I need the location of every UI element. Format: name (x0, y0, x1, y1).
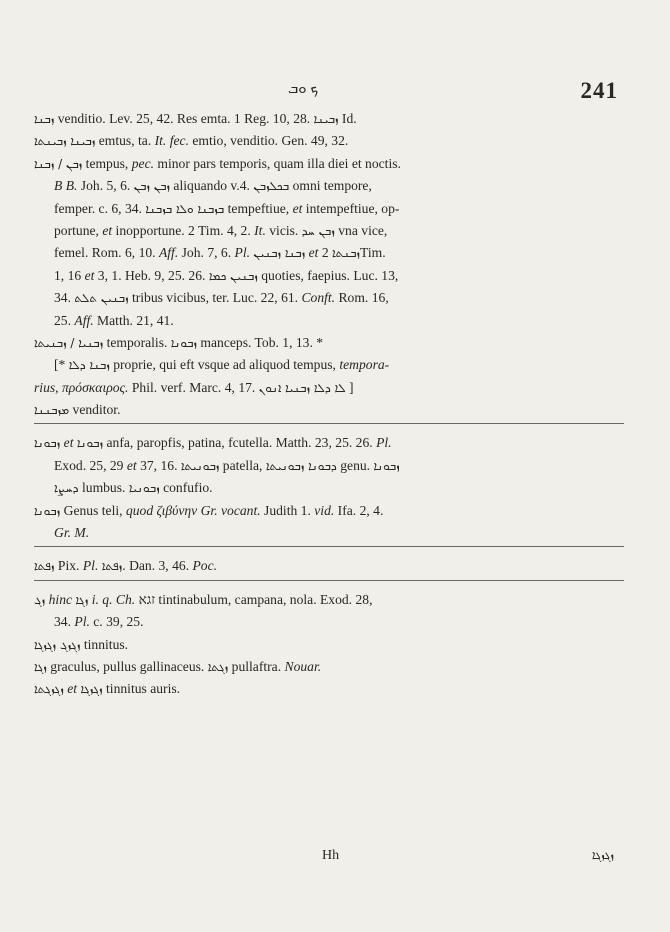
latin-text: manceps. Tob. 1, 13. * (197, 334, 324, 350)
latin-text: Matth. 21, 41. (93, 312, 174, 328)
syriac-headword: ܙܓܙܓܬܐ (34, 682, 64, 697)
latin-text: patella, (219, 457, 266, 473)
italic-text: vid. (314, 502, 335, 518)
latin-text: Ifa. 2, 4. (334, 502, 384, 518)
text-line (34, 377, 624, 399)
text-line (34, 399, 624, 421)
syriac-headword: ܙܒܢ ܙܒܢ (133, 179, 171, 194)
italic-text: et (292, 200, 303, 216)
text-line (34, 589, 624, 611)
italic-text: B B. (54, 178, 78, 194)
latin-text: 2Tim. (321, 245, 386, 261)
text-line (34, 265, 624, 287)
italic-text: Pl. (82, 558, 99, 574)
italic-text: Aff. (158, 245, 179, 261)
syriac-headword: ܒܙܒܢܐ ܘܠܐ ܒܙܒܢܐ (145, 201, 225, 216)
syriac-headword: ܙܒܘܢܐ (34, 503, 61, 518)
syriac-headword: ܙܒܢܐ (34, 112, 55, 126)
text-line (34, 332, 624, 354)
text-line (34, 310, 624, 332)
syriac-headword: ܙܓܬܐ (207, 659, 229, 674)
latin-text: זגא tintinabulum, campana, nola. Exod. 28, (135, 591, 373, 607)
syriac-headword: ܙܒܢܬܐ (332, 246, 361, 261)
text-line (34, 220, 624, 242)
latin-text: proprie, qui eft vsque ad aliquod tempus, (109, 357, 340, 373)
syriac-headword: ܙܓܐ (75, 592, 89, 607)
text-line (34, 555, 624, 577)
latin-text: c. 39, 25. (89, 614, 144, 630)
latin-text: genu. (336, 457, 374, 473)
syriac-headword: ܙܒܢܐ ܙܒܢܝܢ (253, 246, 306, 261)
syriac-headword: ܙܒܝܢܐ (313, 112, 339, 126)
italic-text: Pl. (234, 245, 250, 261)
latin-text: Joh. 5, 6. (77, 178, 134, 194)
italic-text: Nouar. (284, 658, 322, 674)
syriac-headword: ܒܟܠܙܒܢ (253, 179, 290, 194)
syriac-headword: ܙܒܢ ܚܕ (301, 223, 335, 238)
latin-text: emtus, ta. (95, 133, 155, 149)
latin-text: portune, (54, 222, 103, 238)
latin-text: pullaftra. (228, 658, 285, 674)
latin-text: inopportune. 2 Tim. 4, 2. (112, 222, 255, 238)
text-line (34, 354, 624, 376)
text-line (34, 455, 624, 477)
syriac-headword: ܙܒܘܢܐ (170, 335, 198, 350)
catchword: ܙܓܙܓܐ (591, 848, 614, 862)
text-line (34, 500, 624, 522)
latin-text: [* (54, 357, 69, 373)
text-line (34, 634, 624, 656)
latin-text: femel. Rom. 6, 10. (54, 245, 159, 261)
section-rule (34, 580, 624, 589)
italic-text: Poc. (192, 558, 218, 574)
syriac-headword: ܕܒܘܢܐ ܙܒܘܢܝܬܐ (265, 458, 337, 473)
text-line (34, 242, 624, 264)
italic-text: et (63, 435, 74, 451)
latin-text: tempus, (82, 155, 132, 171)
italic-text: It. (254, 222, 266, 238)
latin-text: 1, 16 (54, 267, 85, 283)
latin-text: Id. (338, 111, 357, 126)
latin-text: vicis. (265, 222, 302, 238)
latin-text: 37, 16. (136, 457, 181, 473)
latin-text: tinnitus. (80, 636, 129, 652)
syriac-headword: ܙܓ (34, 592, 46, 607)
latin-text: anfa, paropfis, patina, fcutella. Matth. 23, 25. 26. (103, 435, 377, 451)
italic-text: et (67, 681, 78, 697)
italic-text: pec. (131, 155, 154, 171)
latin-text: tribus vicibus, ter. Luc. 22, 61. (128, 290, 302, 306)
latin-text: Judith 1. (260, 502, 315, 518)
latin-text: 34. (54, 290, 75, 306)
syriac-headword: ܙܓܙܓܐ (80, 682, 103, 697)
latin-text: Pix. (54, 558, 83, 574)
syriac-headword: ܙܒܢܝܢ ܬܠܬ (74, 291, 129, 306)
page-footer (0, 848, 670, 874)
italic-text: et (102, 222, 113, 238)
section-rule (34, 546, 624, 555)
syriac-headword: ܙܒܘܢܝܐ (128, 481, 160, 496)
italic-text: Pl. (376, 435, 392, 451)
italic-text: Aff. (74, 312, 94, 328)
signature-mark: Hh (322, 848, 340, 863)
latin-text: Genus teli, (60, 502, 126, 518)
dictionary-entries (34, 108, 624, 701)
latin-text: quoties, faepius. Luc. 13, (257, 267, 399, 283)
text-line (34, 477, 624, 499)
latin-text: venditio. Lev. 25, 42. Res emta. 1 Reg. 10, 28. (54, 111, 314, 126)
syriac-headword: ܙܓܙܓ ܙܓܙܓܐ (34, 637, 81, 652)
latin-text: ] (345, 379, 354, 395)
syriac-headword: ܙܒܘܢܐ (373, 458, 400, 473)
latin-text: graculus, pullus gallinaceus. (46, 658, 208, 674)
latin-text: Joh. 7, 6. (178, 245, 235, 261)
italic-text: et (308, 245, 319, 261)
latin-text: tinnitus auris. (102, 681, 181, 697)
syriac-headword: ܙܒܘܢܐ (34, 436, 61, 451)
text-line (34, 522, 624, 544)
latin-text: vna vice, (334, 222, 388, 238)
latin-text: 3, 1. Heb. 9, 25. 26. (94, 267, 209, 283)
latin-text: temporalis. (103, 334, 171, 350)
page-number: 241 (580, 78, 618, 103)
syriac-headword: ܙܦܬܐ (101, 559, 123, 574)
syriac-headword: ܙܒܘܢܐ (76, 436, 104, 451)
italic-text: tempora- (339, 357, 390, 373)
latin-text: aliquando v.4. (170, 178, 254, 194)
italic-text: et (84, 267, 95, 283)
text-line (34, 611, 624, 633)
syriac-headword: ܙܓܐ (34, 659, 47, 674)
text-line (34, 175, 624, 197)
syriac-headword: ܡܙܒܢܢܐ (34, 403, 70, 418)
syriac-headword: ܙܒܢܐ ܕܠܐ (68, 358, 110, 373)
text-line (34, 678, 624, 700)
running-head (0, 78, 670, 108)
latin-text: femper. c. 6, 34. (54, 200, 146, 216)
latin-text: intempeftiue, op- (302, 200, 400, 216)
latin-text: lumbus. (78, 480, 129, 496)
italic-text: hinc (48, 591, 73, 607)
text-line (34, 108, 624, 130)
italic-text: Gr. M. (54, 525, 90, 541)
latin-text: Phil. verf. Marc. 4, 17. (128, 379, 259, 395)
latin-text: omni tempore, (289, 178, 372, 194)
italic-text: rius, πρόσκαιρος. (34, 379, 129, 395)
italic-text: quod ζιβύνην Gr. vocant. (125, 502, 261, 518)
text-line (34, 130, 624, 152)
syriac-headword: ܙܒܢܝܐ / ܙܒܢܝܬܐ (34, 335, 104, 350)
section-rule (34, 423, 624, 432)
latin-text: venditor. (69, 402, 121, 418)
text-line (34, 153, 624, 175)
latin-text: Exod. 25, 29 (54, 457, 127, 473)
text-line (34, 198, 624, 220)
text-line (34, 287, 624, 309)
syriac-headword: ܙܒܘܢܝܬܐ (180, 458, 220, 473)
latin-text: 25. (54, 312, 75, 328)
latin-text: 34. (54, 614, 75, 630)
syriac-headword: ܠܐ ܕܠܐ ܙܒܢܝܐ ܐܢܘܢ (258, 380, 346, 395)
syriac-headword: ܙܦܬܐ (34, 559, 55, 574)
syriac-headword: ܕܚܨܐ (54, 481, 79, 496)
syriac-headword: ܙܒܝܢܐ ܙܒܝܢܬܐ (34, 134, 96, 149)
italic-text: It. fec. (154, 133, 189, 149)
italic-text: Pl. (74, 614, 90, 630)
italic-text: et (126, 457, 137, 473)
latin-text: tempeftiue, (224, 200, 293, 216)
italic-text: i. q. Ch. (91, 591, 136, 607)
latin-text: emtio, venditio. Gen. 49, 32. (188, 133, 349, 149)
running-head-syriac: ܟ ܘܒ (288, 81, 319, 97)
syriac-headword: ܙܒܢܝܢ ܟܡܐ (208, 268, 258, 283)
text-line (34, 656, 624, 678)
text-line (34, 432, 624, 454)
italic-text: Conft. (301, 290, 336, 306)
latin-text: . Dan. 3, 46. (122, 558, 193, 574)
latin-text: minor pars temporis, quam illa diei et noctis. (154, 155, 401, 171)
syriac-headword: ܙܒܢ / ܙܒܢܐ (34, 156, 83, 171)
latin-text: Rom. 16, (335, 290, 389, 306)
latin-text: confufio. (159, 480, 213, 496)
